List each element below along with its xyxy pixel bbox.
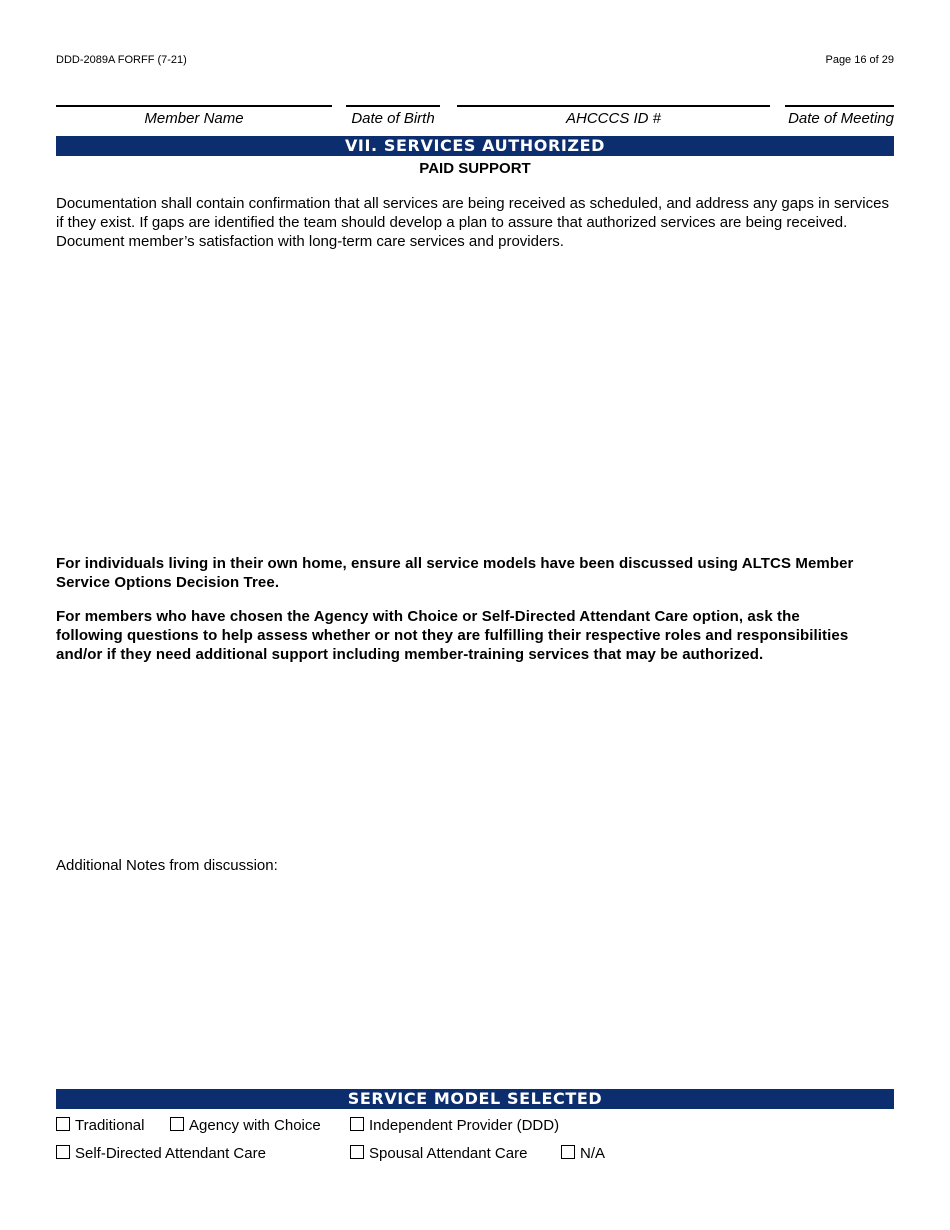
page-number: Page 16 of 29 xyxy=(825,54,894,66)
checkbox-box-icon[interactable] xyxy=(170,1117,184,1131)
service-model-row xyxy=(56,1145,894,1167)
checkbox-label: Traditional xyxy=(75,1117,145,1134)
ahcccs-id-label: AHCCCS ID # xyxy=(565,110,662,127)
date-of-meeting-field[interactable] xyxy=(785,105,894,134)
additional-notes-label: Additional Notes from discussion: xyxy=(56,857,278,874)
service-model-title: SERVICE MODEL SELECTED xyxy=(56,1089,894,1109)
checkbox-self-directed-attendant-care[interactable] xyxy=(56,1145,266,1162)
checkbox-box-icon[interactable] xyxy=(56,1117,70,1131)
checkbox-spousal-attendant-care[interactable] xyxy=(350,1145,527,1162)
checkbox-box-icon[interactable] xyxy=(56,1145,70,1159)
checkbox-box-icon[interactable] xyxy=(561,1145,575,1159)
checkbox-independent-provider[interactable] xyxy=(350,1117,559,1134)
section-subtitle: PAID SUPPORT xyxy=(419,160,531,177)
checkbox-box-icon[interactable] xyxy=(350,1145,364,1159)
section-title: VII. SERVICES AUTHORIZED xyxy=(56,136,894,156)
checkbox-label: Agency with Choice xyxy=(189,1117,321,1134)
checkbox-agency-with-choice[interactable] xyxy=(170,1117,321,1134)
member-name-label: Member Name xyxy=(144,110,244,127)
checkbox-box-icon[interactable] xyxy=(350,1117,364,1131)
checkbox-label: Self-Directed Attendant Care xyxy=(75,1145,266,1162)
home-instructions: For individuals living in their own home, ensure all service models have been discussed using ALTCS Member Service Options Decision Tree. xyxy=(56,555,854,591)
ahcccs-id-field[interactable] xyxy=(457,105,770,134)
date-of-meeting-label: Date of Meeting xyxy=(788,110,894,127)
agency-instructions: For members who have chosen the Agency with Choice or Self-Directed Attendant Care option, ask the following questions to help assess whether or not they are fulfilling their respective roles and responsibilities and/or if they need additional support including member-training services that may be authorized. xyxy=(56,608,849,663)
documentation-instructions: Documentation shall contain confirmation that all services are being received as scheduled, and address any gaps in services if they exist. If gaps are identified the team should develop a plan to assure that authorized services are being received. Document member’s satisfaction with long-term care services and providers. xyxy=(56,195,889,250)
checkbox-traditional[interactable] xyxy=(56,1117,144,1134)
member-name-field[interactable] xyxy=(56,105,332,134)
form-id: DDD-2089A FORFF (7-21) xyxy=(56,54,187,66)
date-of-birth-label: Date of Birth xyxy=(351,110,435,127)
checkbox-label: N/A xyxy=(580,1145,606,1162)
checkbox-label: Independent Provider (DDD) xyxy=(369,1117,560,1134)
date-of-birth-field[interactable] xyxy=(346,105,440,134)
checkbox-na[interactable] xyxy=(561,1145,605,1162)
service-model-row xyxy=(56,1117,894,1139)
checkbox-label: Spousal Attendant Care xyxy=(369,1145,528,1162)
